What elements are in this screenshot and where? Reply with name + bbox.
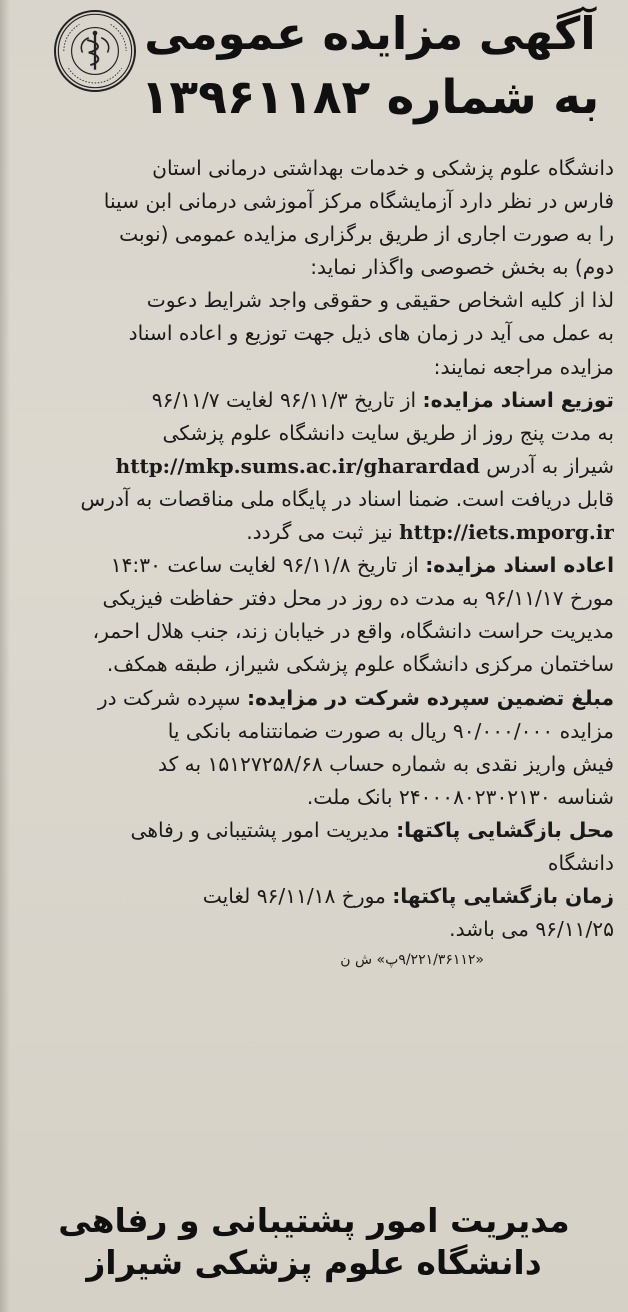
section-label: محل بازگشایی پاکتها: [396,817,614,842]
documents-url-link[interactable]: http://mkp.sums.ac.ir/gharardad [115,453,480,478]
body-line: فارس در نظر دارد آزمایشگاه مرکز آموزشی درمانی ابن سینا [103,189,614,214]
notice-body [12,152,614,974]
body-line: ۹۶/۱۱/۲۵ می باشد. [449,917,614,942]
section-document-distribution [12,384,614,417]
body-line: دوم) به بخش خصوصی واگذار نماید: [310,255,614,280]
body-line: به عمل می آید در زمان های ذیل جهت توزیع و اعاده اسناد [128,321,614,346]
section-text: مدیریت امور پشتیبانی و رفاهی [130,817,397,842]
body-line: به مدت پنج روز از طریق سایت دانشگاه علوم پزشکی [162,420,614,445]
body-line: مزایده ۹۰/۰۰۰/۰۰۰ ریال به صورت ضمانتنامه بانکی یا [167,718,614,743]
body-line: ساختمان مرکزی دانشگاه علوم پزشکی شیراز، طبقه همکف. [106,652,614,677]
section-label: مبلغ تضمین سپرده شرکت در مزایده: [247,685,614,710]
section-text: مورخ ۹۶/۱۱/۱۸ لغایت [202,884,393,909]
section-label: اعاده اسناد مزایده: [425,553,614,578]
section-text: از تاریخ ۹۶/۱۱/۸ لغایت ساعت ۱۴:۳۰ [110,553,426,578]
section-text: نیز ثبت می گردد. [246,520,400,545]
section-text: از تاریخ ۹۶/۱۱/۳ لغایت ۹۶/۱۱/۷ [151,387,423,412]
signature-line-2: دانشگاه علوم پزشکی شیراز [86,1243,542,1282]
section-deposit-amount [12,682,614,715]
signature-block [0,1200,628,1284]
body-line: مدیریت حراست دانشگاه، واقع در خیابان زند، جنب هلال احمر، [92,619,614,644]
body-line: فیش واریز نقدی به شماره حساب ۱۵۱۲۷۲۵۸/۶۸ به کد [158,751,614,776]
section-opening-location [12,814,614,847]
title-line-2: به شماره ۱۳۹۶۱۱۸۲ [140,70,600,125]
section-label: توزیع اسناد مزایده: [422,387,614,412]
body-line [12,516,614,549]
paper-edge-shadow [0,0,10,1312]
body-line: قابل دریافت است. ضمنا اسناد در پایگاه ملی مناقصات به آدرس [80,486,614,511]
title-line-1: آگهی مزایده عمومی [144,7,596,60]
body-line: دانشگاه [547,850,614,875]
section-document-return [12,549,614,582]
section-opening-time [12,880,614,913]
notice-title [140,2,600,130]
body-line: مزایده مراجعه نمایند: [433,354,614,379]
body-line: دانشگاه علوم پزشکی و خدمات بهداشتی درمانی استان [152,156,614,180]
signature-line-1: مدیریت امور پشتیبانی و رفاهی [58,1201,570,1240]
body-line [12,450,614,483]
body-line: مورخ ۹۶/۱۱/۱۷ به مدت ده روز در محل دفتر حفاظت فیزیکی [102,586,614,611]
section-label: زمان بازگشایی پاکتها: [392,884,614,909]
notice-header [12,0,614,148]
body-line: را به صورت اجاری از طریق برگزاری مزایده عمومی (نوبت [119,222,614,247]
body-line: شناسه ۲۴۰۰۰۸۰۲۳۰۲۱۳۰ بانک ملت. [306,784,614,809]
university-seal-icon [54,10,136,92]
tenders-portal-url-link[interactable]: http://iets.mporg.ir [399,520,614,545]
reference-code: «۹/۲۲۱/۳۶۱۱۲پ» ش ن [340,952,484,969]
body-line: لذا از کلیه اشخاص حقیقی و حقوقی واجد شرایط دعوت [146,288,614,313]
section-text: سپرده شرکت در [97,685,248,710]
section-text: شیراز به آدرس [479,453,614,478]
